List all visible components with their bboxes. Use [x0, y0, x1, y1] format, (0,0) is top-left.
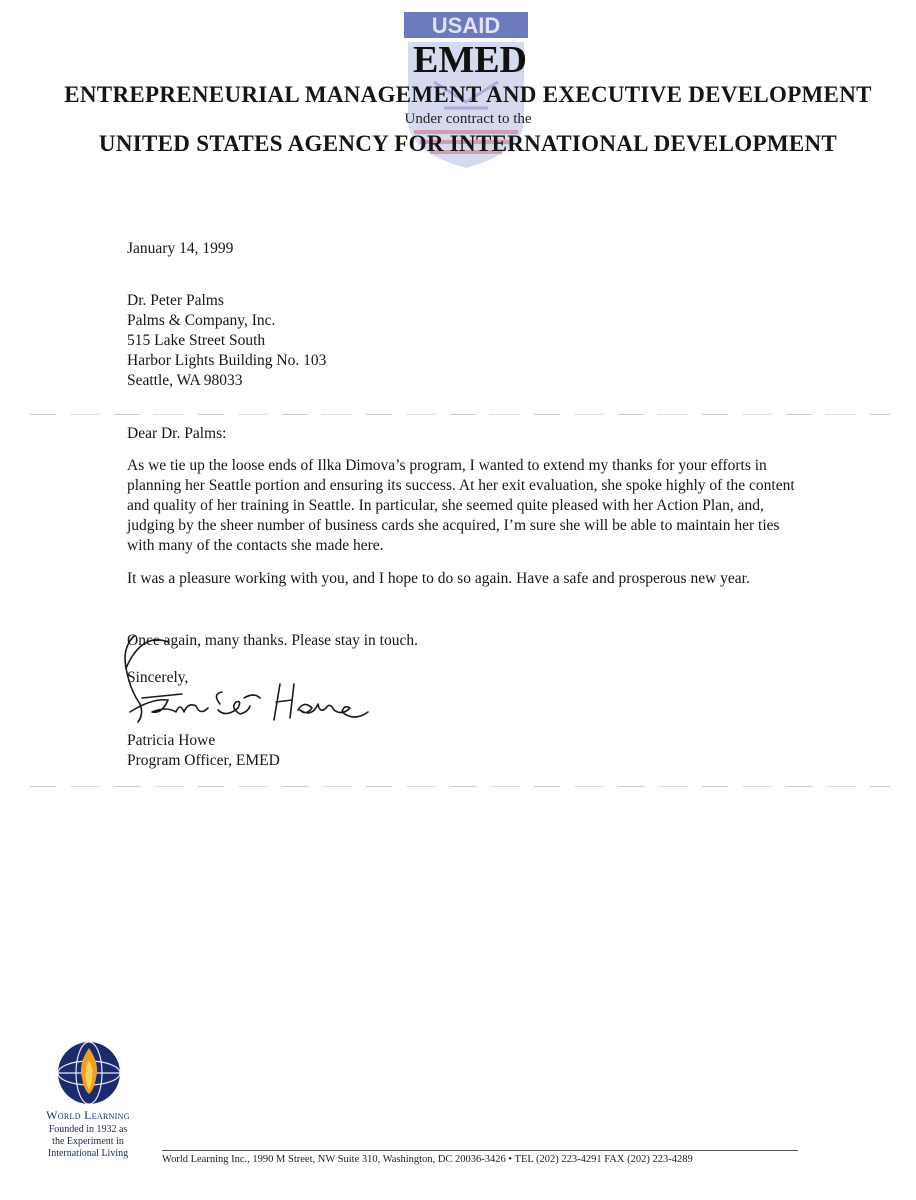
emed-acronym: EMED	[413, 39, 527, 81]
founded-line: Founded in 1932 as	[48, 1124, 128, 1135]
closing: Sincerely,	[127, 669, 189, 686]
world-learning-logo	[56, 1040, 122, 1106]
recipient-line: Harbor Lights Building No. 103	[127, 352, 327, 369]
letter-date: January 14, 1999	[127, 240, 234, 257]
signer-title: Program Officer, EMED	[127, 752, 280, 769]
scan-artifact-line	[30, 786, 890, 787]
recipient-line: 515 Lake Street South	[127, 332, 266, 349]
body-paragraph: It was a pleasure working with you, and I hope to do so again. Have a safe and prosperous new year.	[127, 570, 750, 587]
recipient-line: Seattle, WA 98033	[127, 372, 243, 389]
recipient-line: Dr. Peter Palms	[127, 292, 224, 309]
recipient-line: Palms & Company, Inc.	[127, 312, 276, 329]
contract-line: Under contract to the	[404, 111, 532, 127]
agency-title: UNITED STATES AGENCY FOR INTERNATIONAL DEVELOPMENT	[98, 131, 838, 156]
body-paragraph: Once again, many thanks. Please stay in touch.	[127, 632, 418, 649]
founded-line: the Experiment in	[52, 1136, 124, 1147]
org-title: ENTREPRENEURIAL MANAGEMENT AND EXECUTIVE DEVELOPMENT	[64, 82, 872, 107]
founded-line: International Living	[47, 1148, 129, 1159]
signer-name: Patricia Howe	[127, 732, 216, 749]
usaid-logo-text: USAID	[431, 13, 501, 38]
footer-divider	[162, 1150, 798, 1151]
body-paragraph: As we tie up the loose ends of Ilka Dimova’s program, I wanted to extend my thanks for your efforts in planning her Seattle portion and ensuring its success. At her exit evaluation, she spoke highly of the content and quality of her training in Seattle. In particular, she seemed quite pleased with her Action Plan, and, judging by the sheer number of business cards she acquired, I’m sure she will be able to maintain her ties with many of the contacts she made here.	[127, 457, 795, 554]
handwritten-signature	[122, 628, 382, 728]
world-learning-name: World Learning	[46, 1108, 130, 1122]
recipient-address	[127, 291, 326, 391]
scan-artifact-line	[30, 414, 890, 415]
footer-address: World Learning Inc., 1990 M Street, NW Suite 310, Washington, DC 20036-3426 • TEL (202) 223-4291 FAX (202) 223-4289	[162, 1154, 693, 1165]
world-learning-founded	[20, 1124, 156, 1160]
salutation: Dear Dr. Palms:	[127, 425, 227, 442]
